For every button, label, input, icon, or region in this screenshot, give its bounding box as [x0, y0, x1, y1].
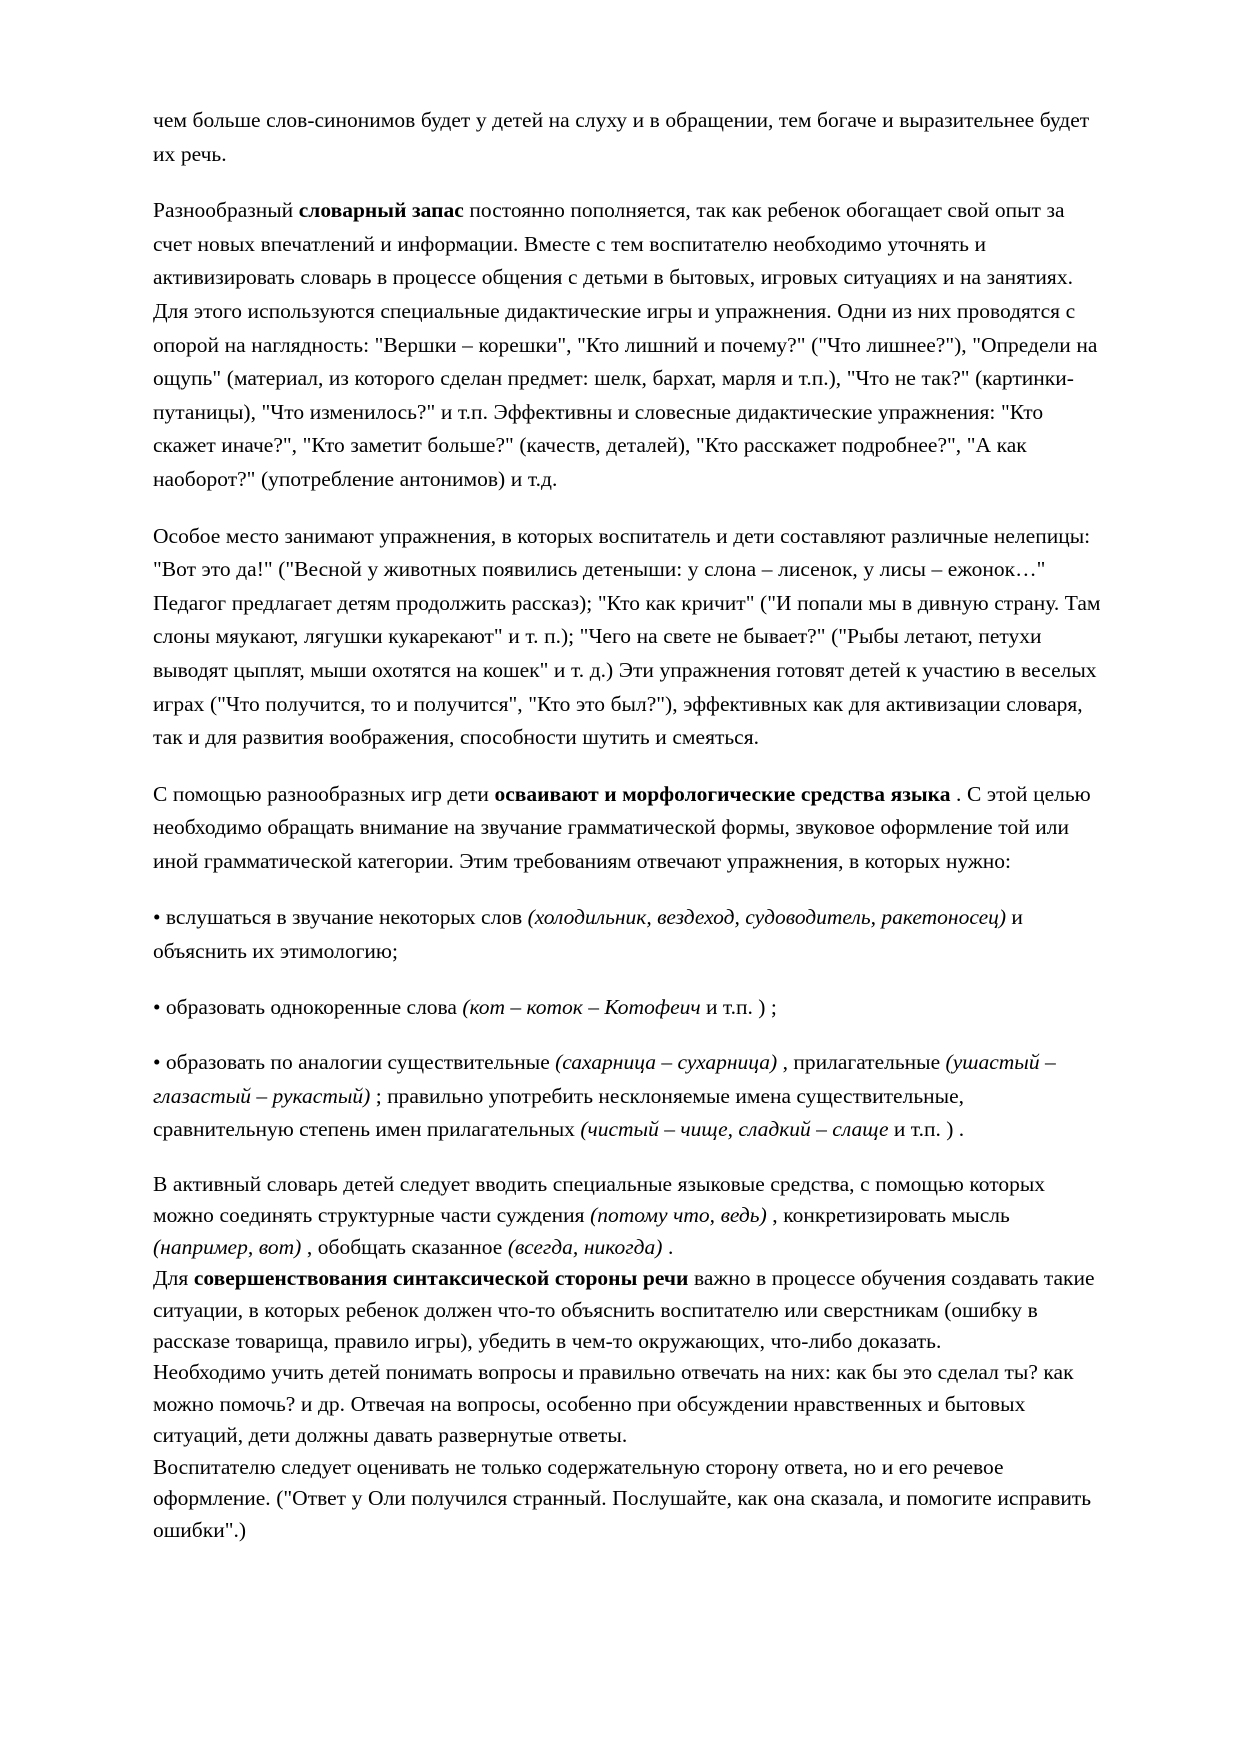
paragraph — [153, 194, 1103, 496]
text-run: В активный словарь детей следует вводить специальные языковые средства, с помощью которых можно соединять структурные части суждения — [153, 1172, 1046, 1228]
paragraph — [153, 1263, 1103, 1357]
bullet-marker: • — [153, 1050, 166, 1075]
paragraph — [153, 1357, 1103, 1451]
list-item — [153, 1046, 1103, 1147]
text-run: , конкретизировать мысль — [766, 1203, 1010, 1228]
text-run: ; правильно употребить несклоняемые имена существительные, сравнительную степень имен прилагательных — [153, 1083, 964, 1142]
text-run: вслушаться в звучание некоторых слов — [165, 905, 528, 930]
emphasis-italic: (кот – коток – Котофеич — [462, 994, 701, 1019]
text-run: . С этой целью необходимо обращать внимание на звучание грамматической формы, звуковое оформление той или иной грамматической категории. Этим требованиям отвечают упражнения, в которых нужно: — [153, 781, 1091, 873]
list-item — [153, 901, 1103, 968]
emphasis-italic: (чистый – чище, сладкий – слаще — [580, 1117, 889, 1142]
text-run: образовать по аналогии существительные — [165, 1050, 556, 1075]
text-run: и объяснить их этимологию; — [153, 905, 1023, 964]
emphasis-italic: (всегда, никогда) — [507, 1234, 663, 1259]
text-run: . — [662, 1234, 674, 1259]
emphasis-italic: (ушастый – глазастый – рукастый) — [153, 1050, 1056, 1108]
emphasis-italic: (сахарница – сухарница) — [555, 1050, 778, 1075]
text-run: постоянно пополняется, так как ребенок обогащает свой опыт за счет новых впечатлений и информации. Вместе с тем воспитателю необходимо уточнять и активизировать словарь в процессе общения с детьми в бытовых, игровых ситуациях и на занятиях. Для этого используются специальные дидактические игры и упражнения. Одни из них проводятся с опорой на наглядность: "Вершки – корешки", "Кто лишний и почему?" ("Что лишнее?"), "Определи на ощупь" (материал, из которого сделан предмет: шелк, бархат, марля и т.п.), "Что не так?" (картинки-путаницы), "Что изменилось?" и т.п. Эффективны и словесные дидактические упражнения: "Кто скажет иначе?", "Кто заметит больше?" (качеств, деталей), "Кто расскажет подробнее?", "А как наоборот?" (употребление антонимов) и т.д. — [153, 198, 1098, 491]
paragraph — [153, 778, 1103, 879]
paragraph — [153, 104, 1103, 171]
emphasis-italic: (например, вот) — [153, 1234, 302, 1259]
text-run: С помощью разнообразных игр дети — [153, 781, 495, 806]
text-run: , обобщать сказанное — [301, 1234, 508, 1259]
text-run: Особое место занимают упражнения, в которых воспитатель и дети составляют различные нелепицы: "Вот это да!" ("Весной у животных появились детеныши: у слона – лисенок, у лисы – ежонок…" Педагог предлагает детям продолжить рассказ); "Кто как кричит" ("И попали мы в дивную страну. Там слоны мяукают, лягушки кукарекают" и т. п.); "Чего на свете не бывает?" ("Рыбы летают, петухи выводят цыплят, мыши охотятся на кошек" и т. д.) Эти упражнения готовят детей к участию в веселых играх ("Что получится, то и получится", "Кто это был?"), эффективных как для активизации словаря, так и для развития воображения, способности шутить и смеяться. — [153, 523, 1101, 750]
text-run: образовать однокоренные слова — [165, 994, 463, 1019]
text-run: важно в процессе обучения создавать такие ситуации, в которых ребенок должен что-то объяснить воспитателю или сверстникам (ошибку в рассказе товарища, правило игры), убедить в чем-то окружающих, что-либо доказать. — [153, 1266, 1095, 1354]
paragraph — [153, 520, 1103, 755]
emphasis-italic: (потому что, ведь) — [590, 1203, 767, 1228]
bullet-marker: • — [153, 905, 166, 930]
text-run: чем больше слов-синонимов будет у детей на слуху и в обращении, тем богаче и выразительнее будет их речь. — [153, 108, 1090, 166]
emphasis-bold: совершенствования синтаксической стороны речи — [193, 1266, 689, 1291]
text-run: Разнообразный — [153, 198, 299, 223]
emphasis-bold: осваивают и морфологические средства языка — [494, 781, 951, 806]
text-run: Для — [153, 1266, 194, 1291]
emphasis-italic: (холодильник, вездеход, судоводитель, ракетоносец) — [527, 905, 1007, 930]
bullet-marker: • — [153, 994, 166, 1019]
text-run: Необходимо учить детей понимать вопросы и правильно отвечать на них: как бы это сделал ты? как можно помочь? и др. Отвечая на вопросы, особенно при обсуждении нравственных и бытовых ситуаций, дети должны давать развернутые ответы. — [153, 1360, 1074, 1448]
paragraph — [153, 1169, 1103, 1263]
document-text-body — [153, 104, 1103, 1546]
text-run: Воспитателю следует оценивать не только содержательную сторону ответа, но и его речевое оформление. ("Ответ у Оли получился странный. Послушайте, как она сказала, и помогите исправить ошибки".) — [153, 1454, 1092, 1542]
list-item — [153, 991, 1103, 1025]
text-run: и т.п. ) . — [888, 1117, 965, 1142]
text-run: , прилагательные — [777, 1050, 946, 1075]
emphasis-bold: словарный запас — [298, 198, 464, 223]
paragraph — [153, 1452, 1103, 1546]
text-run: и т.п. ) ; — [700, 994, 777, 1019]
